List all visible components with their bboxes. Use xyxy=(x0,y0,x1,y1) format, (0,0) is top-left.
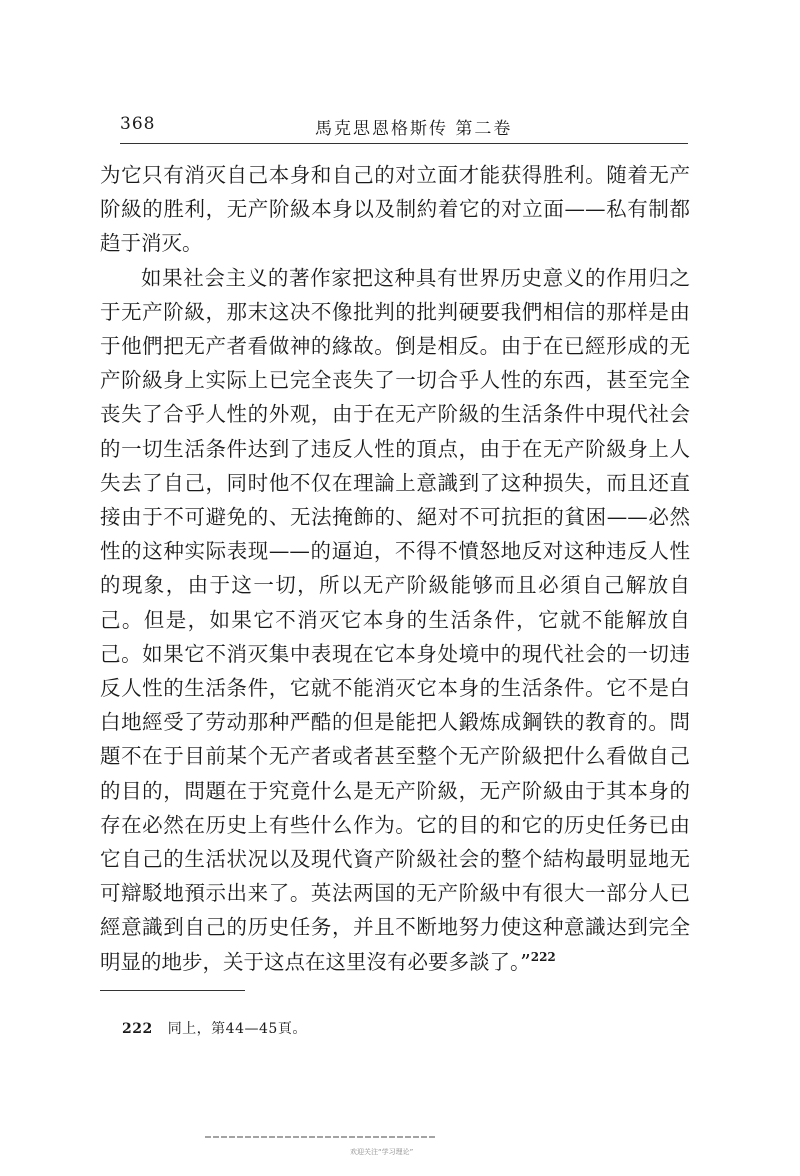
header-rule xyxy=(120,143,688,144)
scan-watermark: 欢迎关注“学习理论” xyxy=(350,1148,414,1156)
page-number: 368 xyxy=(120,114,156,134)
scan-edge-artifact xyxy=(205,1136,435,1138)
paragraph-quote xyxy=(100,261,690,979)
body-text xyxy=(100,158,690,979)
paragraph-continued: 为它只有消灭自己本身和自己的对立面才能获得胜利。随着无产阶級的胜利，无产阶級本身以及制約着它的对立面——私有制都趋于消灭。 xyxy=(100,163,690,256)
footnote-rule xyxy=(100,990,245,991)
paragraph-quote-text: 如果社会主义的著作家把这种具有世界历史意义的作用归之于无产阶級，那末这决不像批判的批判硬要我們相信的那样是由于他們把无产者看做神的緣故。倒是相反。由于在已經形成的无产阶級身上实际上已完全丧失了一切合乎人性的东西，甚至完全丧失了合乎人性的外观，由于在无产阶級的生活条件中現代社会的一切生活条件达到了违反人性的頂点，由于在无产阶級身上人失去了自己，同时他不仅在理論上意識到了这种损失，而且还直接由于不可避免的、无法掩飾的、絕对不可抗拒的貧困——必然性的这种实际表现——的逼迫，不得不憤怒地反对这种违反人性的現象，由于这一切，所以无产阶級能够而且必須自己解放自己。但是，如果它不消灭它本身的生活条件，它就不能解放自己。如果它不消灭集中表現在它本身处境中的現代社会的一切违反人性的生活条件，它就不能消灭它本身的生活条件。它不是白白地經受了劳动那种严酷的但是能把人鍛炼成鋼铁的教育的。問題不在于目前某个无产者或者甚至整个无产阶級把什么看做自己的目的，問題在于究竟什么是无产阶級，无产阶級由于其本身的存在必然在历史上有些什么作为。它的目的和它的历史任务已由它自己的生活状况以及現代資产阶級社会的整个結构最明显地无可辯駁地預示出来了。英法两国的无产阶級中有很大一部分人已經意識到自己的历史任务，并且不断地努力使这种意識达到完全明显的地步，关于这点在这里沒有必要多談了。” xyxy=(100,265,690,974)
footnote-number: 222 xyxy=(122,1021,153,1037)
footnote-marker: 222 xyxy=(530,949,556,964)
footnote xyxy=(122,1018,307,1038)
running-title: 馬克思恩格斯传 第二卷 xyxy=(315,119,513,139)
footnote-text: 同上，第44—45頁。 xyxy=(167,1021,307,1037)
page-header xyxy=(120,114,690,142)
